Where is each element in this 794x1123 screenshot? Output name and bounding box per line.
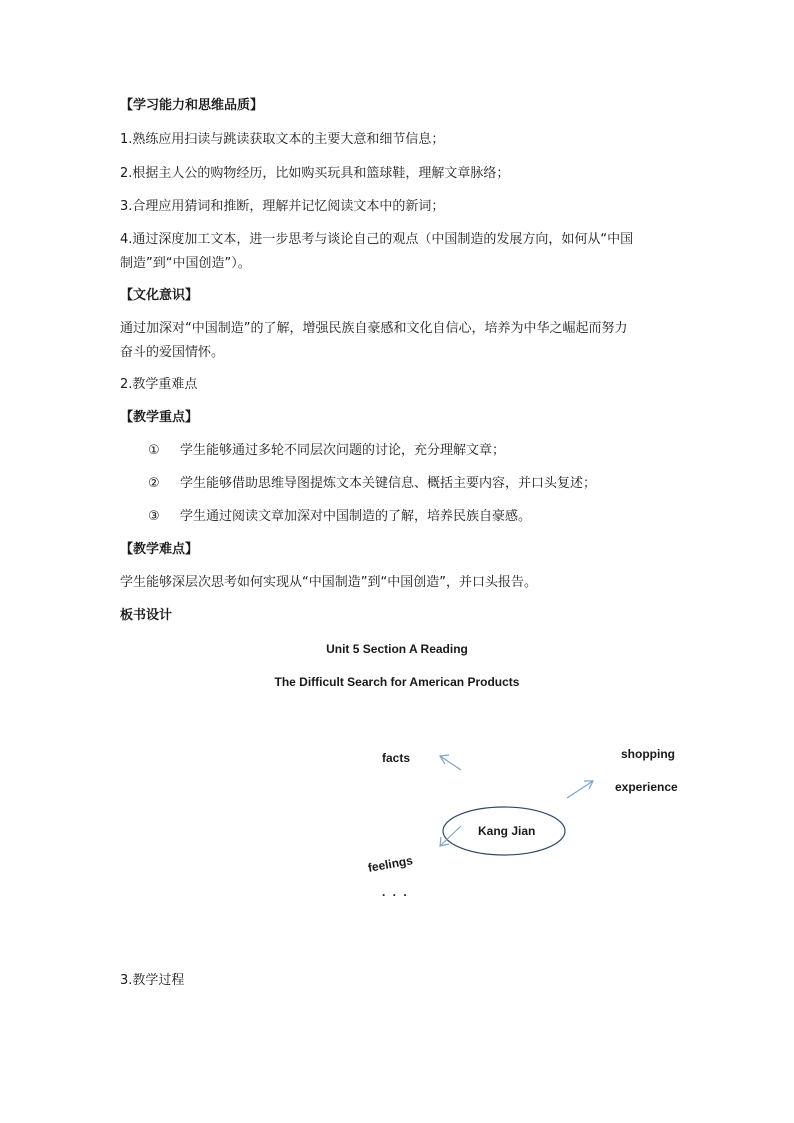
key-item-number: ① [148,443,160,458]
ability-item-2: 2.根据主人公的购物经历，比如购买玩具和篮球鞋，理解文章脉络； [120,166,510,181]
center-label: Kang Jian [478,824,536,838]
branch-shopping: shopping [621,747,675,761]
key-item-number: ② [148,476,160,491]
ability-item-4-line-2: 制造”到“中国创造”）。 [120,256,251,271]
process-title: 3.教学过程 [120,973,185,988]
ability-item-1: 1.熟练应用扫读与跳读获取文本的主要大意和细节信息； [120,132,445,147]
difficult-text: 学生能够深层次思考如何实现从“中国制造”到“中国创造”，并口头报告。 [120,575,537,590]
culture-heading: 【文化意识】 [120,288,199,303]
ability-item-3: 3.合理应用猜词和推断，理解并记忆阅读文本中的新词； [120,199,445,214]
arrow-facts [440,755,461,770]
culture-text-line-1: 通过加深对“中国制造”的了解，增强民族自豪感和文化自信心，培养为中华之崛起而努力 [120,321,628,336]
culture-text-line-2: 奋斗的爱国情怀。 [120,345,225,360]
key-heading: 【教学重点】 [120,410,199,425]
branch-experience: experience [615,780,678,794]
board-subtitle: The Difficult Search for American Products [274,675,520,689]
branch-ellipsis: . . . [382,885,409,899]
key-difficult-title: 2.教学重难点 [120,377,198,392]
ability-heading: 【学习能力和思维品质】 [120,98,264,113]
board-heading: 板书设计 [120,608,173,623]
difficult-heading: 【教学难点】 [120,542,199,557]
key-item-text: 学生通过阅读文章加深对中国制造的了解，培养民族自豪感。 [180,509,532,524]
key-item-number: ③ [148,509,160,524]
arrow-shopping [567,781,593,798]
ability-item-4-line-1: 4.通过深度加工文本，进一步思考与谈论自己的观点（中国制造的发展方向，如何从“中国 [120,232,634,247]
branch-feelings: feelings [366,853,414,875]
key-item-text: 学生能够通过多轮不同层次问题的讨论，充分理解文章； [180,443,506,458]
board-title: Unit 5 Section A Reading [326,642,468,656]
branch-facts: facts [382,751,411,765]
key-item-text: 学生能够借助思维导图提炼文本关键信息、概括主要内容，并口头复述； [180,476,597,491]
